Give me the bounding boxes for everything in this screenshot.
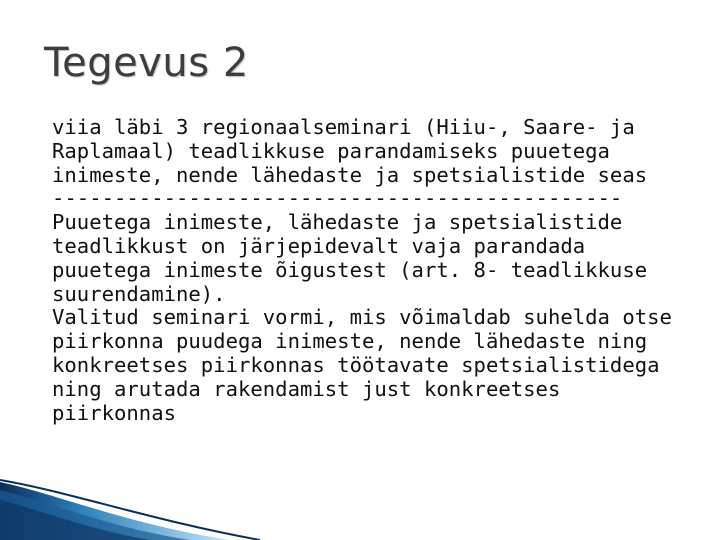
corner-wave-decoration <box>0 440 720 540</box>
paragraph-3: Valitud seminari vormi, mis võimaldab suhelda otse piirkonna puudega inimeste, nende lähedaste ning konkreetses piirkonnas töötavate spetsialistidega ning arutada rakendamist just konkreetses piirkonnas <box>52 305 685 425</box>
slide-body <box>52 116 692 425</box>
slide-title: Tegevus 2 <box>44 40 249 86</box>
paragraph-1: viia läbi 3 regionaalseminari (Hiiu-, Saare- ja Raplamaal) teadlikkuse parandamiseks puuetega inimeste, nende lähedaste ja spetsialistide seas <box>52 115 648 187</box>
divider-line: ---------------------------------------------- <box>52 186 623 211</box>
paragraph-2: Puuetega inimeste, lähedaste ja spetsialistide teadlikkust on järjepidevalt vaja parandada puuetega inimeste õigustest (art. 8- teadlikkuse suurendamine). <box>52 210 660 306</box>
